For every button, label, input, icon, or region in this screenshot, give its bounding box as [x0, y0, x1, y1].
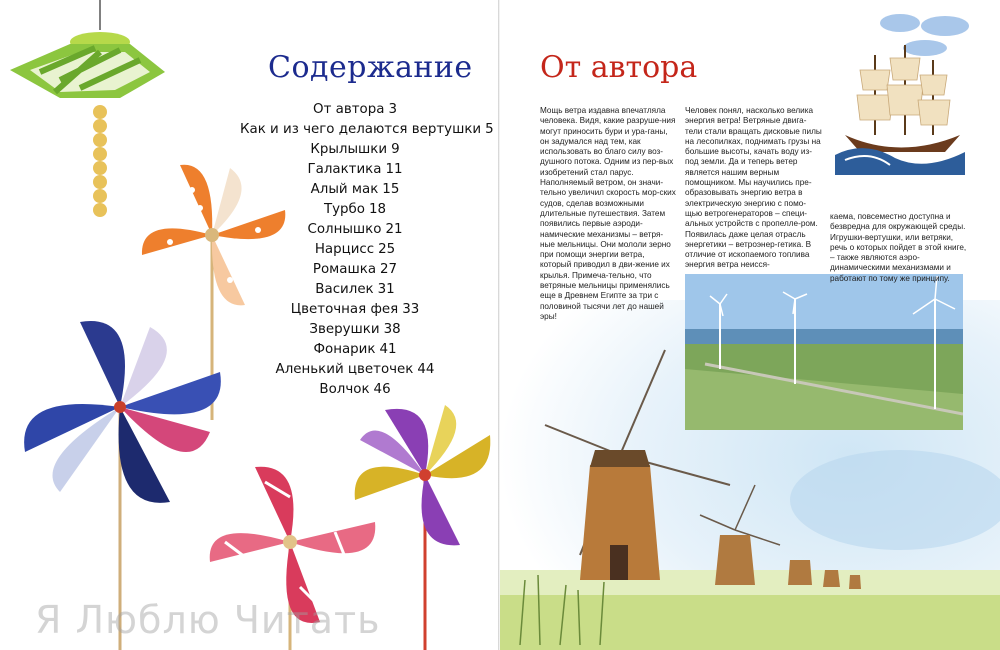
- toc-entry-page: 18: [369, 202, 387, 217]
- toc-entry-title: Крылышки: [310, 142, 388, 157]
- toc-entry[interactable]: [240, 380, 470, 400]
- toc-entry-title: От автора: [313, 102, 385, 117]
- toc-entry[interactable]: [240, 100, 470, 120]
- toc-entry-page: 27: [380, 262, 398, 277]
- toc-entry[interactable]: [240, 240, 470, 260]
- toc-entry-title: Цветочная фея: [290, 302, 399, 317]
- toc-entry-page: 15: [382, 182, 400, 197]
- toc-entry-title: Нарцисс: [314, 242, 375, 257]
- windmills-painting: [520, 345, 880, 605]
- toc-entry-title: Солнышко: [307, 222, 382, 237]
- toc-entry[interactable]: [240, 360, 470, 380]
- toc-entry-title: Зверушки: [309, 322, 380, 337]
- toc-entry-page: 5: [485, 122, 494, 137]
- toc-entry[interactable]: [240, 120, 494, 140]
- toc-entry-title: Ромашка: [312, 262, 377, 277]
- toc-entry[interactable]: [240, 180, 470, 200]
- toc-entry-page: 44: [417, 362, 435, 377]
- toc-entry-title: Аленький цветочек: [275, 362, 414, 377]
- author-text-column-2: Человек понял, насколько велика энергия ветра! Ветряные двига-тели стали вращать дисковые пилы на лесопилках, поднимать грузы на большие высоты, качать воду из-под земли. Да и теперь ветер является нашим верным помощником. Мы научились пре-образовывать энергию ветра в электрическую энергию с помо-щью ветрогенераторов – специ-альных устройств с пропелле-ром. Появилась даже целая отрасль энергетики – ветроэнер-гетика. В отличие от ископаемого топлива энергия ветра неисся-: [685, 106, 822, 270]
- toc-entry-page: 25: [378, 242, 396, 257]
- toc-entry[interactable]: [240, 340, 470, 360]
- toc-entry-page: 21: [385, 222, 403, 237]
- toc-title: Содержание: [268, 50, 473, 85]
- toc-entry[interactable]: [240, 300, 470, 320]
- toc-entry-page: 38: [383, 322, 401, 337]
- author-text-column-3: каема, повсеместно доступна и безвредна для окружающей среды. Игрушки-вертушки, или ветряки, речь о которых пойдет в этой книге, – также являются аэро-динамическими механизмами и работают по тому же принципу.: [830, 212, 967, 283]
- toc-entry-page: 41: [379, 342, 397, 357]
- toc-entry-title: Фонарик: [313, 342, 376, 357]
- toc-entry-title: Турбо: [323, 202, 365, 217]
- toc-entry[interactable]: [240, 160, 470, 180]
- toc-entry[interactable]: [240, 140, 470, 160]
- toc-entry[interactable]: [240, 320, 470, 340]
- toc-entry-title: Василек: [315, 282, 374, 297]
- toc-entry[interactable]: [240, 200, 470, 220]
- toc-entry-page: 9: [391, 142, 400, 157]
- toc-entry[interactable]: [240, 280, 470, 300]
- toc-entry-page: 46: [373, 382, 391, 397]
- toc-entry-title: Как и из чего делаются вертушки: [240, 122, 482, 137]
- author-title: От автора: [540, 50, 698, 85]
- sailing-ship-illustration: [835, 40, 965, 175]
- watermark: Я Люблю Читать: [35, 598, 381, 642]
- toc-entry[interactable]: [240, 260, 470, 280]
- toc-entry-page: 11: [385, 162, 403, 177]
- toc-entry-title: Галактика: [307, 162, 382, 177]
- toc-entry-page: 3: [388, 102, 397, 117]
- author-text-column-1: Мощь ветра издавна впечатляла человека. Видя, какие разруше-ния могут приносить бури и ура-ганы, он задумался над тем, как использовать во благо силу воз-душного потока. Одним из пер-вых изобретений стал парус. Наполняемый ветром, он значи-тельно увеличил скорость мор-ских судов, сделав возможными длительные путешествия. Затем появились первые аэроди-намические механизмы – ветря-ные мельницы. Они мололи зерно при помощи энергии ветра, который приводил в дви-жение их крылья. Примеча-тельно, что ветряные мельницы применялись еще в Древнем Египте за три с половиной тысячи лет до нашей эры!: [540, 106, 676, 321]
- toc-entry-page: 31: [377, 282, 395, 297]
- toc-entry-page: 33: [402, 302, 420, 317]
- toc-entry-title: Алый мак: [310, 182, 379, 197]
- table-of-contents: [240, 100, 494, 400]
- right-page: [500, 0, 1000, 650]
- toc-entry-title: Волчок: [319, 382, 370, 397]
- toc-entry[interactable]: [240, 220, 470, 240]
